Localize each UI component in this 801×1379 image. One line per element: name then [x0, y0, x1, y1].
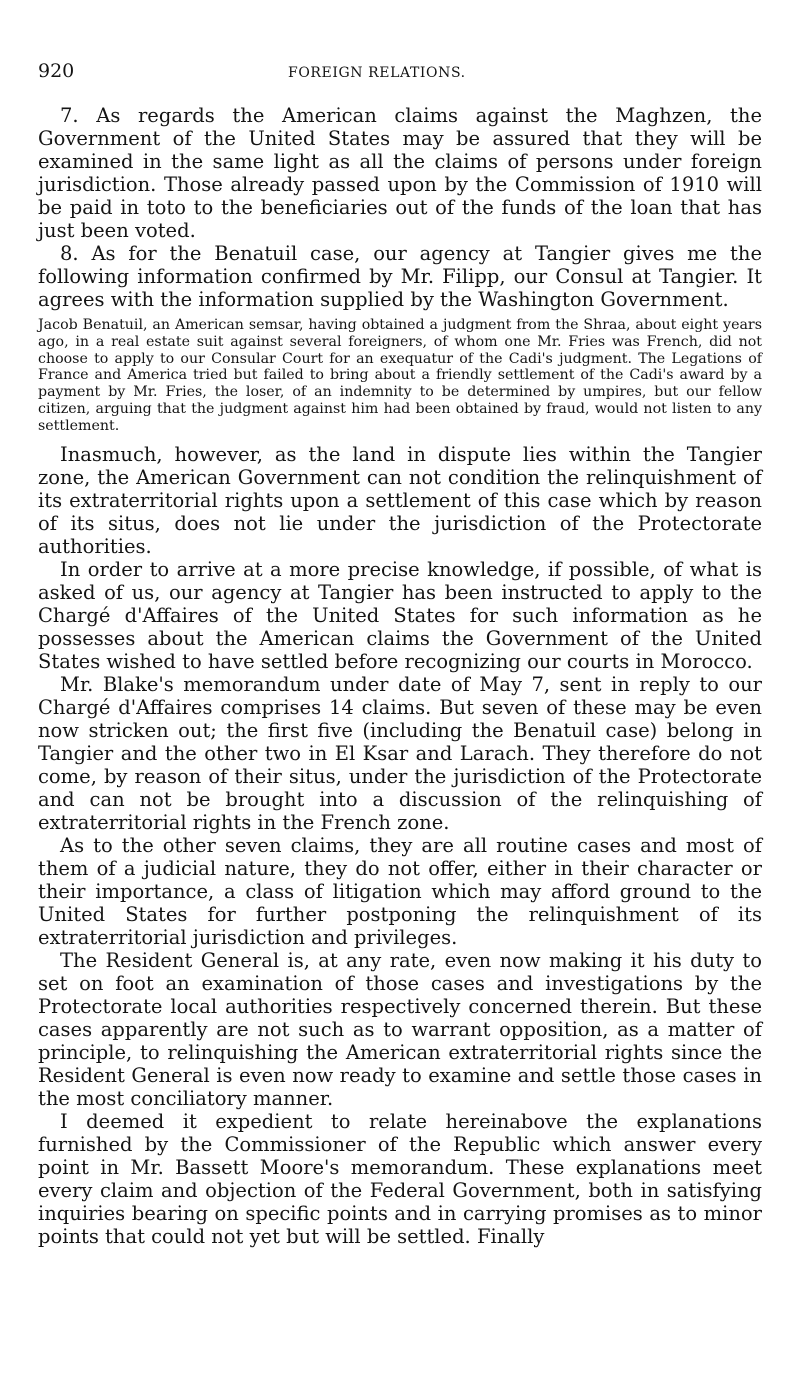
paragraph-8-benatuil-case: 8. As for the Benatuil case, our agency at Tangier gives me the following information confirmed by Mr. Filipp, our Consul at Tangier. It agrees with the information supplied by the Washington Government.: [38, 242, 762, 311]
page-number: 920: [38, 60, 75, 82]
paragraph-explanations: I deemed it expedient to relate hereinabove the explanations furnished by the Commissioner of the Republic which answer every point in Mr. Bassett Moore's memorandum. These explanations meet every claim and objection of the Federal Government, both in satisfying inquiries bearing on specific points and in carrying promises as to minor points that could not yet but will be settled. Finally: [38, 1109, 762, 1248]
paragraph-seven-claims: As to the other seven claims, they are all routine cases and most of them of a judicial nature, they do not offer, either in their character or their importance, a class of litigation which may afford ground to the United States for further postponing the relinquishment of its extraterritorial jurisdiction and privileges.: [38, 833, 762, 949]
text-body: [38, 104, 762, 1248]
block-quote-benatuil: Jacob Benatuil, an American semsar, having obtained a judgment from the Shraa, about eight years ago, in a real estate suit against several foreigners, of whom one Mr. Fries was French, did not choose to apply to our Consular Court for an exequatur of the Cadi's judgment. The Legations of France and America tried but failed to bring about a friendly settlement of the Cadi's award by a payment by Mr. Fries, the loser, of an indemnity to be determined by umpires, but our fellow citizen, arguing that the judgment against him had been obtained by fraud, would not listen to any settlement.: [38, 317, 762, 434]
document-page: [38, 60, 762, 1248]
page-header: [38, 60, 762, 90]
running-head: FOREIGN RELATIONS.: [288, 65, 466, 81]
paragraph-precise-knowledge: In order to arrive at a more precise knowledge, if possible, of what is asked of us, our agency at Tangier has been instructed to apply to the Chargé d'Affaires of the United States for such information as he possesses about the American claims the Government of the United States wished to have settled before recognizing our courts in Morocco.: [38, 557, 762, 673]
paragraph-7-maghzen-claims: 7. As regards the American claims against the Maghzen, the Government of the United States may be assured that they will be examined in the same light as all the claims of persons under foreign jurisdiction. Those already passed upon by the Commission of 1910 will be paid in toto to the beneficiaries out of the funds of the loan that has just been voted.: [38, 104, 762, 242]
paragraph-tangier-zone: Inasmuch, however, as the land in dispute lies within the Tangier zone, the American Government can not condition the relinquishment of its extraterritorial rights upon a settlement of this case which by reason of its situs, does not lie under the jurisdiction of the Protectorate authorities.: [38, 442, 762, 558]
paragraph-resident-general: The Resident General is, at any rate, even now making it his duty to set on foot an examination of those cases and investigations by the Protectorate local authorities respectively concerned therein. But these cases apparently are not such as to warrant opposition, as a matter of principle, to relinquishing the American extraterritorial rights since the Resident General is even now ready to examine and settle those cases in the most conciliatory manner.: [38, 948, 762, 1110]
paragraph-blake-memorandum: Mr. Blake's memorandum under date of May 7, sent in reply to our Chargé d'Affaires comprises 14 claims. But seven of these may be even now stricken out; the first five (including the Benatuil case) belong in Tangier and the other two in El Ksar and Larach. They therefore do not come, by reason of their situs, under the jurisdiction of the Protectorate and can not be brought into a discussion of the relinquishing of extraterritorial rights in the French zone.: [38, 672, 762, 834]
